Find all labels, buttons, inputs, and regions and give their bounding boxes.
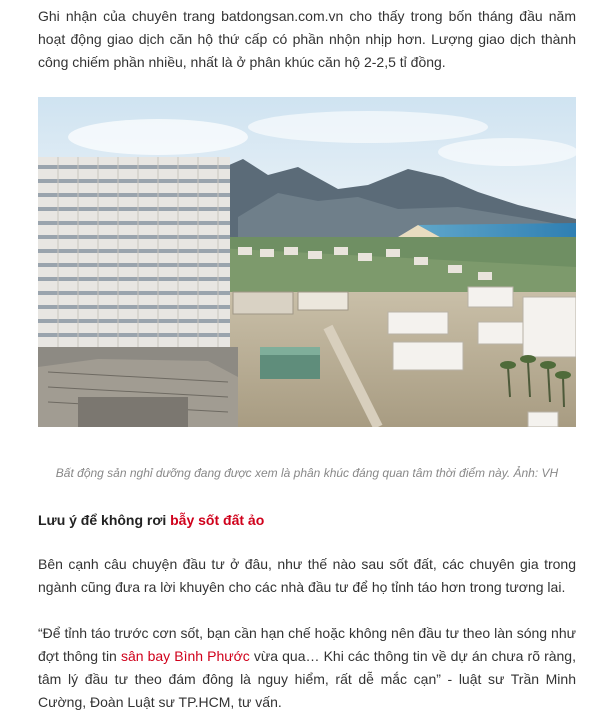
heading-link[interactable]: bẫy sốt đất ảo [170,512,265,528]
quote-text-after: vừa qua… Khi các thông tin về dự án chưa rõ ràng, tâm lý đầu tư theo đám đông là nguy hiểm, rất dễ mắc cạn” - luật sư Trần Minh Cường, Đoàn Luật sư TP.HCM, tư vấn. [38,648,576,710]
intro-paragraph: Ghi nhận của chuyên trang batdongsan.com.vn cho thấy trong bốn tháng đầu năm hoạt động giao dịch căn hộ thứ cấp có phần nhộn nhịp hơn. Lượng giao dịch thành công chiếm phần nhiều, nhất là ở phân khúc căn hộ 2-2,5 tỉ đồng. [38,8,576,70]
airport-link[interactable]: sân bay Bình Phước [120,648,250,664]
article-photo [38,97,576,427]
resort-construction-photo [38,97,576,427]
quote-paragraph [38,622,576,714]
paragraph-2: Bên cạnh câu chuyện đầu tư ở đâu, như thế nào sau sốt đất, các chuyên gia trong ngành cũng đưa ra lời khuyên cho các nhà đầu tư để họ tỉnh táo hơn trong tương lai. [38,556,576,595]
heading-text: Lưu ý để không rơi [38,512,171,528]
quote-text-before: “Để tỉnh táo trước cơn sốt, bạn cần hạn chế hoặc không nên đầu tư theo làn sóng như đợt thông tin [38,625,576,664]
section-heading [38,509,576,531]
photo-caption: Bất động sản nghỉ dưỡng đang được xem là phân khúc đáng quan tâm thời điểm này. Ảnh: VH [55,466,559,480]
